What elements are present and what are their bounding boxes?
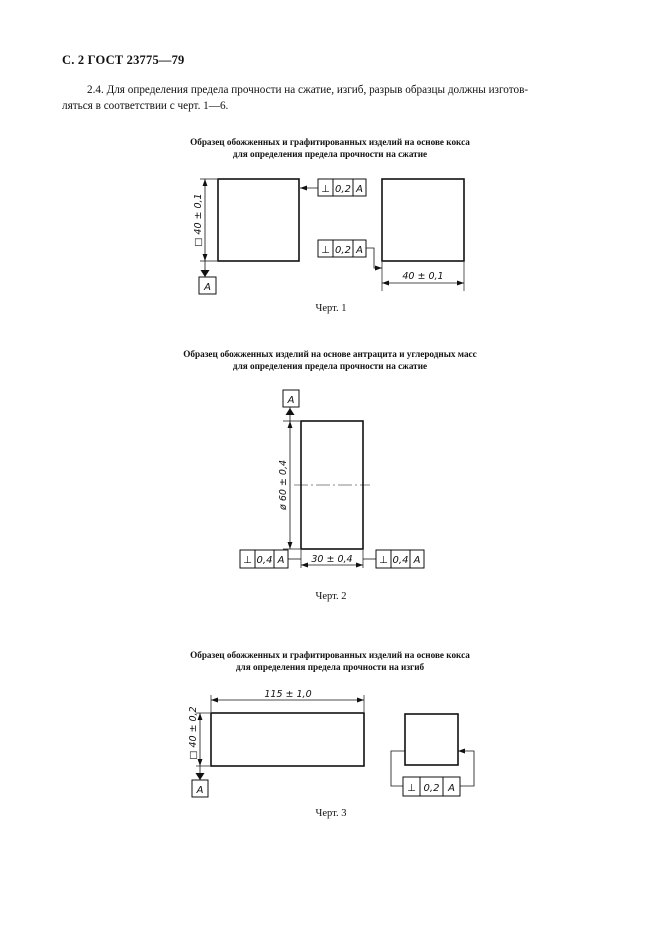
figure-1-label: Черт. 1	[315, 303, 347, 314]
figure-2-frame-left-symbol: ⊥	[243, 555, 252, 566]
figure-2-frame-right-value: 0,4	[392, 555, 409, 566]
figure-1-frame-2-datum: A	[356, 245, 363, 256]
figure-2-caption-line-1: Образец обожженных изделий на основе антрацита и углеродных масс	[183, 349, 477, 359]
figure-2-frame-right-symbol: ⊥	[379, 555, 388, 566]
paragraph-line-2: ляться в соответствии с черт. 1—6.	[62, 100, 229, 112]
figure-1-frame-2-symbol: ⊥	[321, 245, 330, 256]
figure-3-label: Черт. 3	[315, 808, 347, 819]
figure-1-frame-1-symbol: ⊥	[321, 184, 330, 195]
figure-2-label: Черт. 2	[315, 591, 347, 602]
figure-1-caption-line-2: для определения предела прочности на сжатие	[232, 149, 428, 159]
figure-1-frame-2-value: 0,2	[335, 245, 351, 256]
figure-1-datum-letter: A	[204, 282, 211, 293]
figure-2-caption-line-2: для определения предела прочности на сжатие	[232, 361, 428, 371]
figure-1-frame-1-value: 0,2	[335, 184, 351, 195]
figure-2-frame-left-datum: A	[277, 555, 285, 566]
figure-2-datum-letter: A	[287, 395, 295, 406]
figure-1-specimen-front	[218, 179, 299, 261]
figure-3-dim-vertical: □ 40 ± 0,2	[188, 706, 199, 760]
figure-3-frame-symbol: ⊥	[407, 783, 416, 794]
figure-1-caption-line-1: Образец обожженных и графитированных изделий на основе кокса	[190, 137, 470, 147]
figure-3-caption-line-2: для определения предела прочности на изгиб	[235, 662, 425, 672]
figure-1-datum-triangle	[201, 270, 210, 277]
figure-3-dim-horizontal: 115 ± 1,0	[264, 689, 312, 700]
figure-3-specimen-bar	[211, 713, 364, 766]
figure-2-datum-triangle	[286, 408, 295, 415]
figure-1-frame-1-datum: A	[356, 184, 363, 195]
figure-2-drawing	[240, 390, 424, 568]
page-header: С. 2 ГОСТ 23775—79	[62, 53, 185, 67]
figure-3-caption-line-1: Образец обожженных и графитированных изделий на основе кокса	[190, 650, 470, 660]
figure-1-dim-horizontal: 40 ± 0,1	[402, 271, 444, 282]
figure-3-datum-letter: A	[196, 785, 204, 796]
figure-1-dim-vertical: □ 40 ± 0,1	[193, 193, 204, 247]
figure-1-specimen-side	[382, 179, 464, 261]
figure-3-drawing	[192, 695, 474, 797]
figure-3-frame-value: 0,2	[423, 783, 440, 794]
figure-2-frame-right-datum: A	[413, 555, 421, 566]
paragraph-line-1: 2.4. Для определения предела прочности на сжатие, изгиб, разрыв образцы должны изготов-	[87, 84, 529, 96]
figure-2-dim-horizontal: 30 ± 0,4	[311, 554, 353, 565]
figure-2-frame-left-value: 0,4	[256, 555, 273, 566]
figure-3-frame-datum: A	[448, 783, 455, 794]
figure-2-specimen	[301, 421, 363, 549]
figure-3-datum-triangle	[196, 773, 205, 780]
figure-2-dim-vertical: ø 60 ± 0,4	[278, 459, 289, 511]
figure-3-specimen-section	[405, 714, 458, 765]
